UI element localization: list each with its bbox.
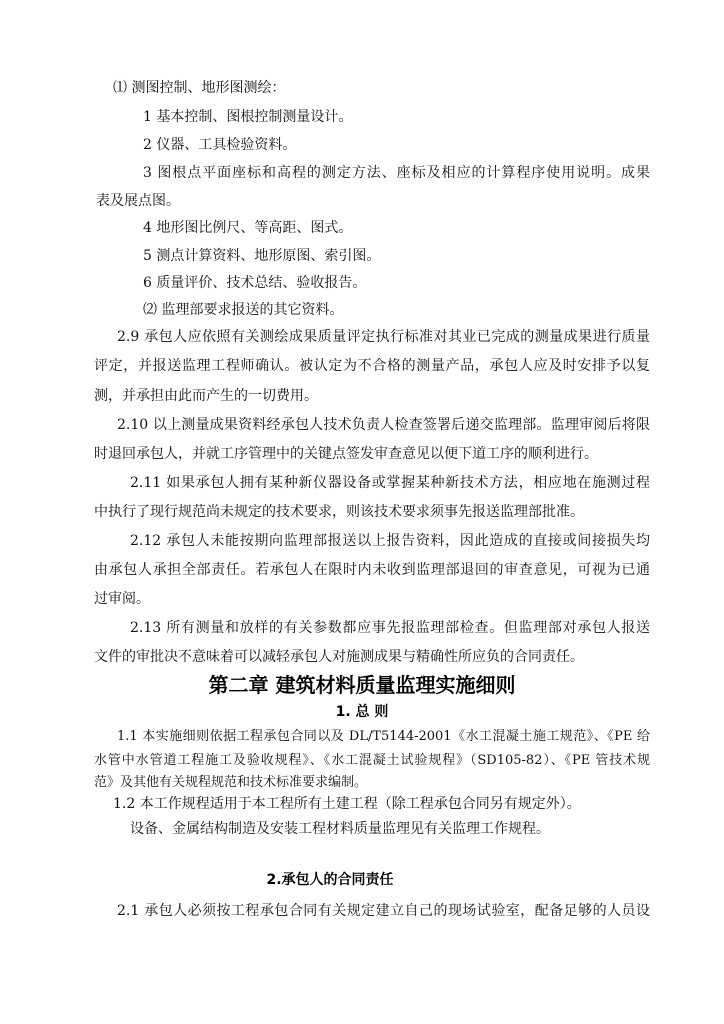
paragraph-2-12-line2: 由承包人承担全部责任。若承包人在限时内未收到监理部退回的审查意见，可视为已通 [94, 562, 650, 578]
list-heading-survey-control: ⑴ 测图控制、地形图测绘： [113, 80, 286, 96]
paragraph-2-9-line1: 2.9 承包人应依照有关测绘成果质量评定执行标准对其业已完成的测量成果进行质量 [117, 329, 650, 345]
list-item-5: 5 测点计算资料、地形原图、索引图。 [143, 248, 381, 264]
chapter-title: 第二章 建筑材料质量监理实施细则 [208, 673, 516, 697]
paragraph-2-13-line2: 文件的审批决不意味着可以减轻承包人对施测成果与精确性所应负的合同责任。 [94, 649, 584, 665]
paragraph-2-1-line1: 2.1 承包人必须按工程承包合同有关规定建立自己的现场试验室，配备足够的人员设 [117, 903, 650, 919]
list-item-3-cont: 表及展点图。 [96, 193, 180, 209]
paragraph-1-1-line1: 1.1 本实施细则依据工程承包合同以及 DL/T5144-2001《水工混凝土施工规范》、《PE 给 [117, 729, 650, 744]
paragraph-equipment-note: 设备、金属结构制造及安装工程材料质量监理见有关监理工作规程。 [130, 821, 550, 837]
paragraph-1-1-line3: 范》及其他有关规程规范和技术标准要求编制。 [94, 775, 368, 790]
paragraph-1-1-line2: 水管中水管道工程施工及验收规程》、《水工混凝土试验规程》（SD105-82）、《PE 管技术规 [94, 753, 650, 768]
list-item-3: 3 图根点平面座标和高程的测定方法、座标及相应的计算程序使用说明。成果 [143, 165, 650, 181]
list-item-6: 6 质量评价、技术总结、验收报告。 [143, 275, 367, 291]
paragraph-2-10-line2: 时退回承包人，并就工序管理中的关键点签发审查意见以便下道工序的顺利进行。 [94, 446, 598, 462]
paragraph-2-9-line3: 测，并承担由此而产生的一切费用。 [94, 388, 318, 404]
list-heading-other-materials: ⑵ 监理部要求报送的其它资料。 [143, 302, 344, 318]
paragraph-2-11-line1: 2.11 如果承包人拥有某种新仪器设备或掌握某种新技术方法，相应地在施测过程 [130, 475, 650, 491]
list-item-1: 1 基本控制、图根控制测量设计。 [143, 109, 353, 125]
paragraph-2-11-line2: 中执行了现行规范尚未规定的技术要求，则该技术要求须事先报送监理部批准。 [94, 504, 584, 520]
paragraph-2-12-line3: 过审阅。 [94, 591, 150, 607]
paragraph-1-2: 1.2 本工作规程适用于本工程所有土建工程（除工程承包合同另有规定外）。 [113, 796, 581, 812]
paragraph-2-9-line2: 评定，并报送监理工程师确认。被认定为不合格的测量产品，承包人应及时安排予以复 [94, 358, 650, 374]
section-title-general: 1. 总 则 [335, 704, 389, 720]
paragraph-2-13-line1: 2.13 所有测量和放样的有关参数都应事先报监理部检查。但监理部对承包人报送 [130, 620, 650, 636]
list-item-4: 4 地形图比例尺、等高距、图式。 [143, 220, 353, 236]
paragraph-2-10-line1: 2.10 以上测量成果资料经承包人技术负责人检查签署后递交监理部。监理审阅后将限 [117, 417, 650, 433]
list-item-2: 2 仪器、工具检验资料。 [143, 137, 297, 153]
section-title-contract-responsibility: 2.承包人的合同责任 [266, 872, 394, 888]
paragraph-2-12-line1: 2.12 承包人未能按期向监理部报送以上报告资料，因此造成的直接或间接损失均 [130, 533, 650, 549]
